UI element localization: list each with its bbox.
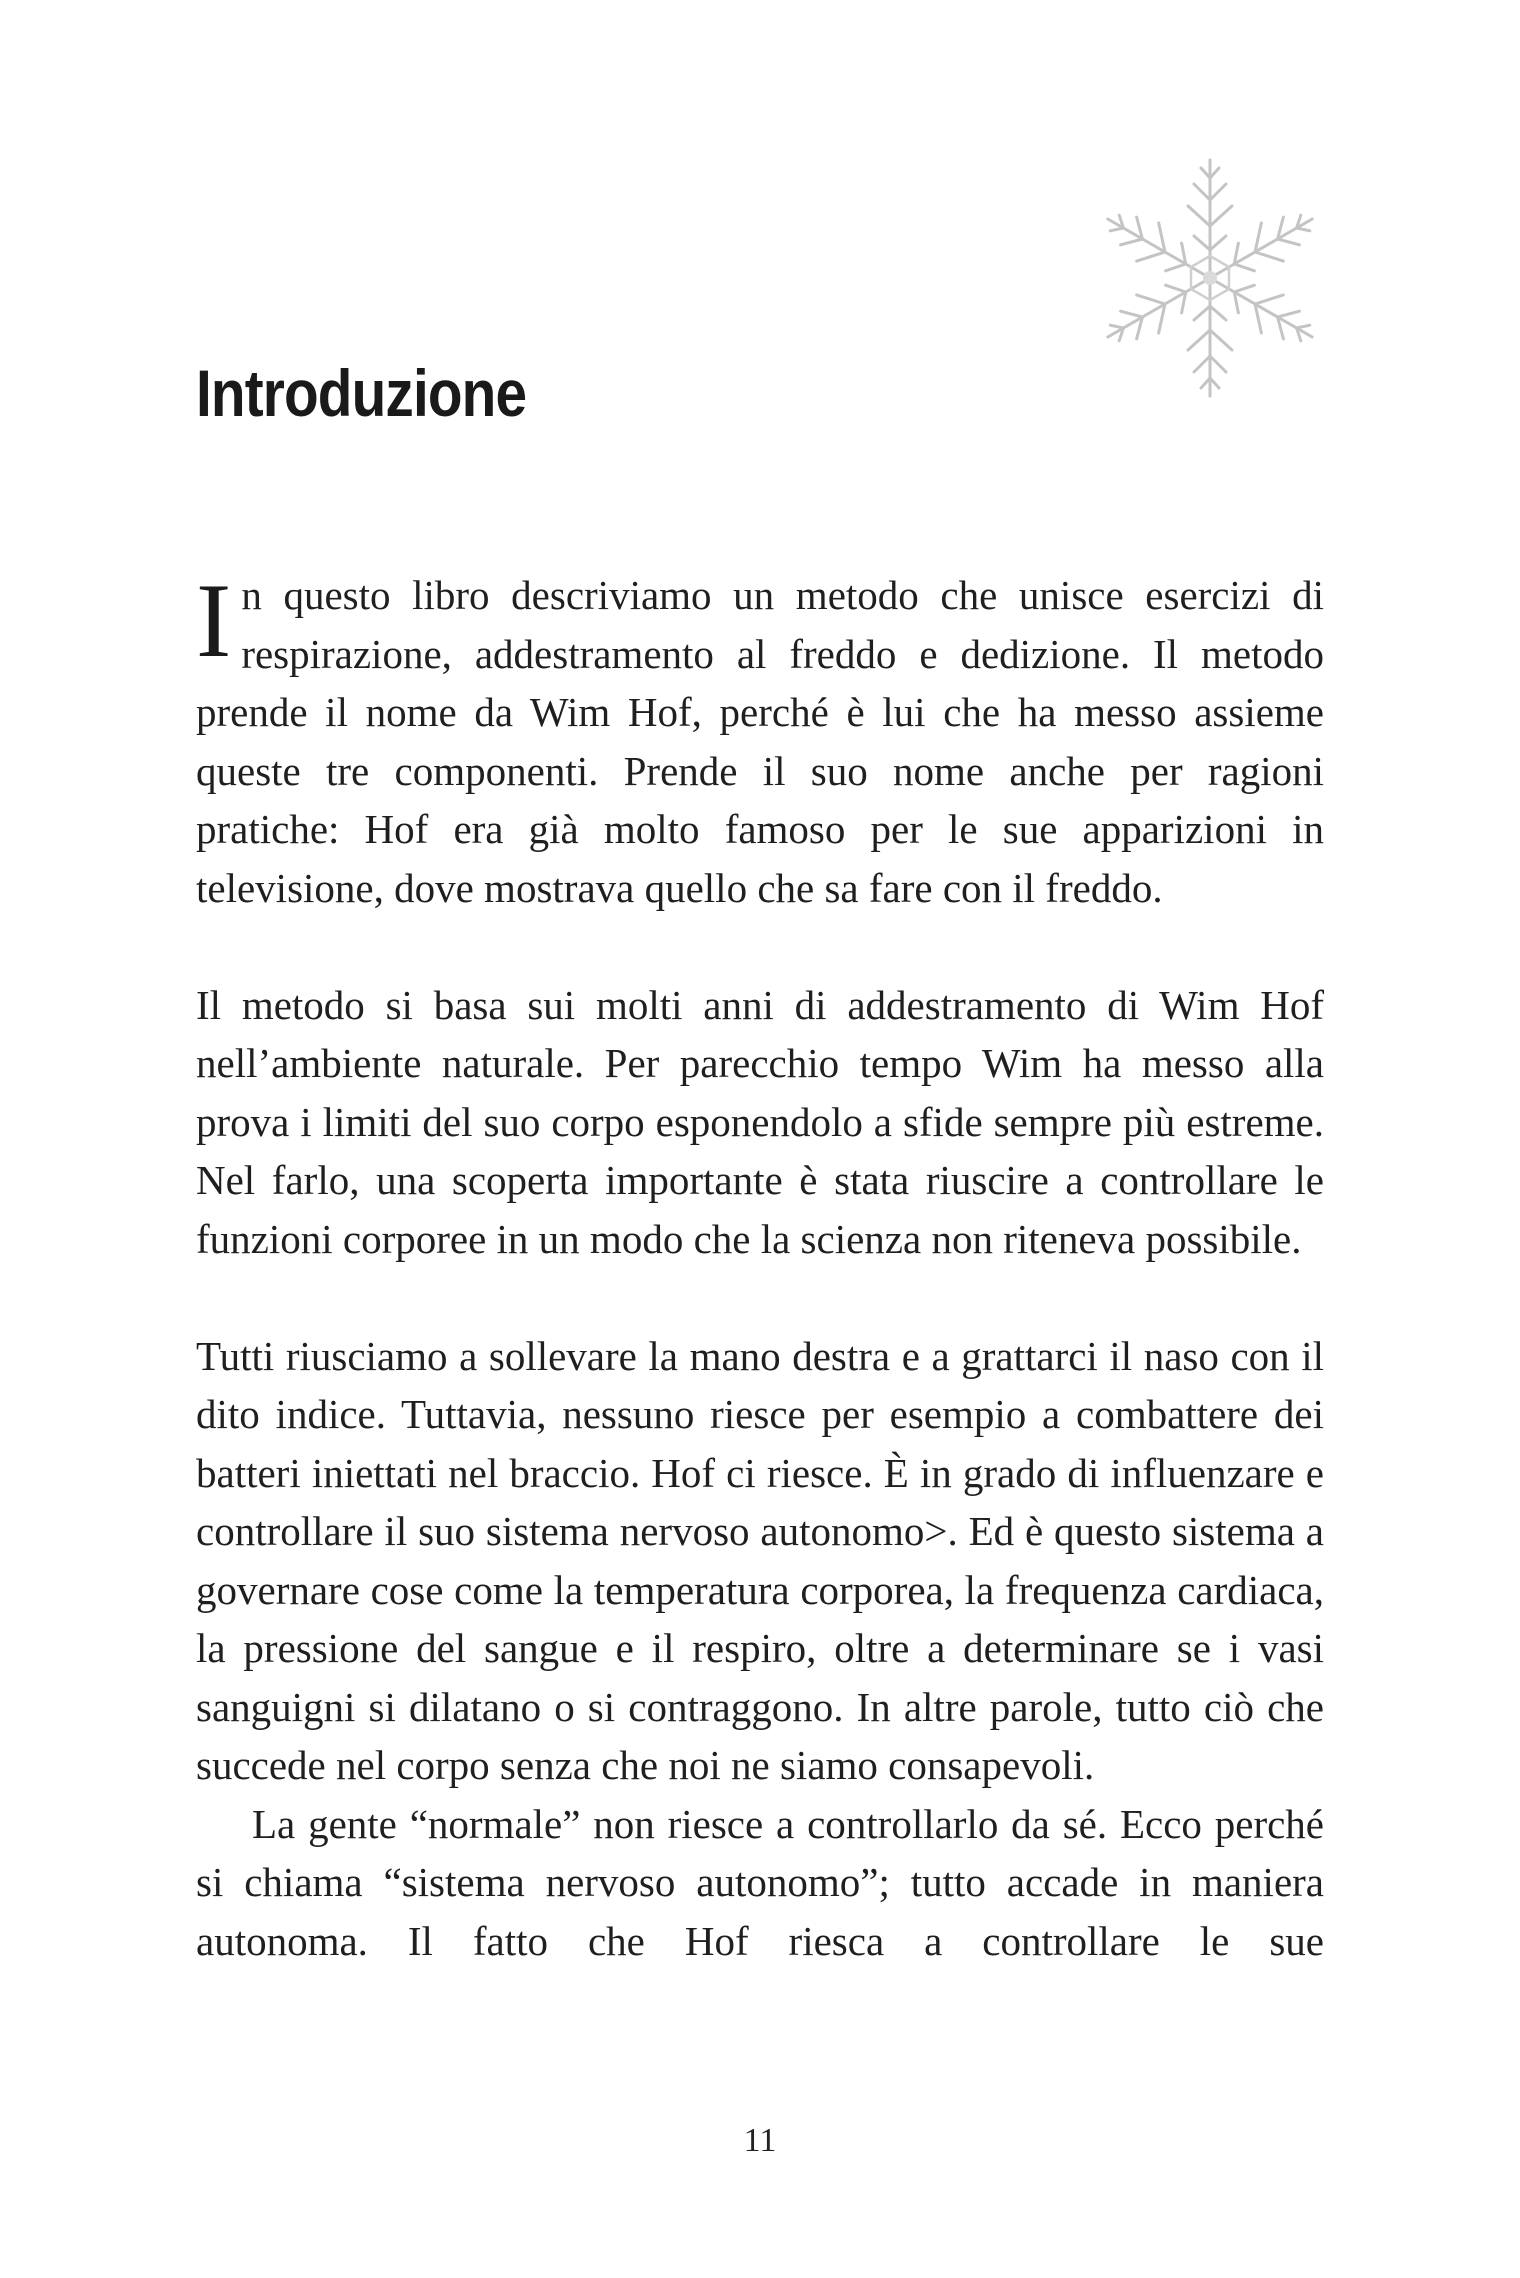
paragraph-3: Tutti riusciamo a sollevare la mano destra e a grattarci il naso con il dito indice. Tuttavia, nessuno riesce per esempio a combattere dei batteri iniettati nel braccio. Hof ci riesce. È in grado di influenzare e controllare il suo sistema nervoso autonomo>. Ed è questo sistema a governare cose come la temperatura corporea, la frequenza cardiaca, la pressione del sangue e il respiro, oltre a determinare se i vasi sanguigni si dilatano o si contraggono. In altre parole, tutto ciò che succede nel corpo senza che noi ne siamo consapevoli.	[196, 1332, 1324, 1788]
paragraph-1-text: n questo libro descriviamo un metodo che unisce esercizi di respirazione, addestramento al freddo e dedizione. Il metodo prende il nome da Wim Hof, perché è lui che ha messo assieme queste tre componenti. Prende il suo nome anche per ragioni pratiche: Hof era già molto famoso per le sue apparizioni in televisione, dove mostrava quello che sa fare con il freddo.	[196, 572, 1324, 911]
body-text	[196, 562, 1324, 1970]
paragraph-4: La gente “normale” non riesce a controllarlo da sé. Ecco perché si chiama “sistema nervoso autonomo”; tutto accade in maniera autonoma. Il fatto che Hof riesca a controllare le sue	[196, 1800, 1324, 1964]
chapter-title: Introduzione	[196, 356, 527, 430]
drop-cap: I	[196, 562, 232, 679]
page-number: 11	[743, 2122, 777, 2159]
paragraph-2: Il metodo si basa sui molti anni di addestramento di Wim Hof nell’ambiente naturale. Per parecchio tempo Wim ha messo alla prova i limiti del suo corpo esponendolo a sfide sempre più estreme. Nel farlo, una scoperta importante è stata riuscire a controllare le funzioni corporee in un modo che la scienza non riteneva possibile.	[196, 981, 1324, 1262]
snowflake-icon	[1100, 148, 1320, 408]
paragraph-1	[196, 562, 1324, 917]
